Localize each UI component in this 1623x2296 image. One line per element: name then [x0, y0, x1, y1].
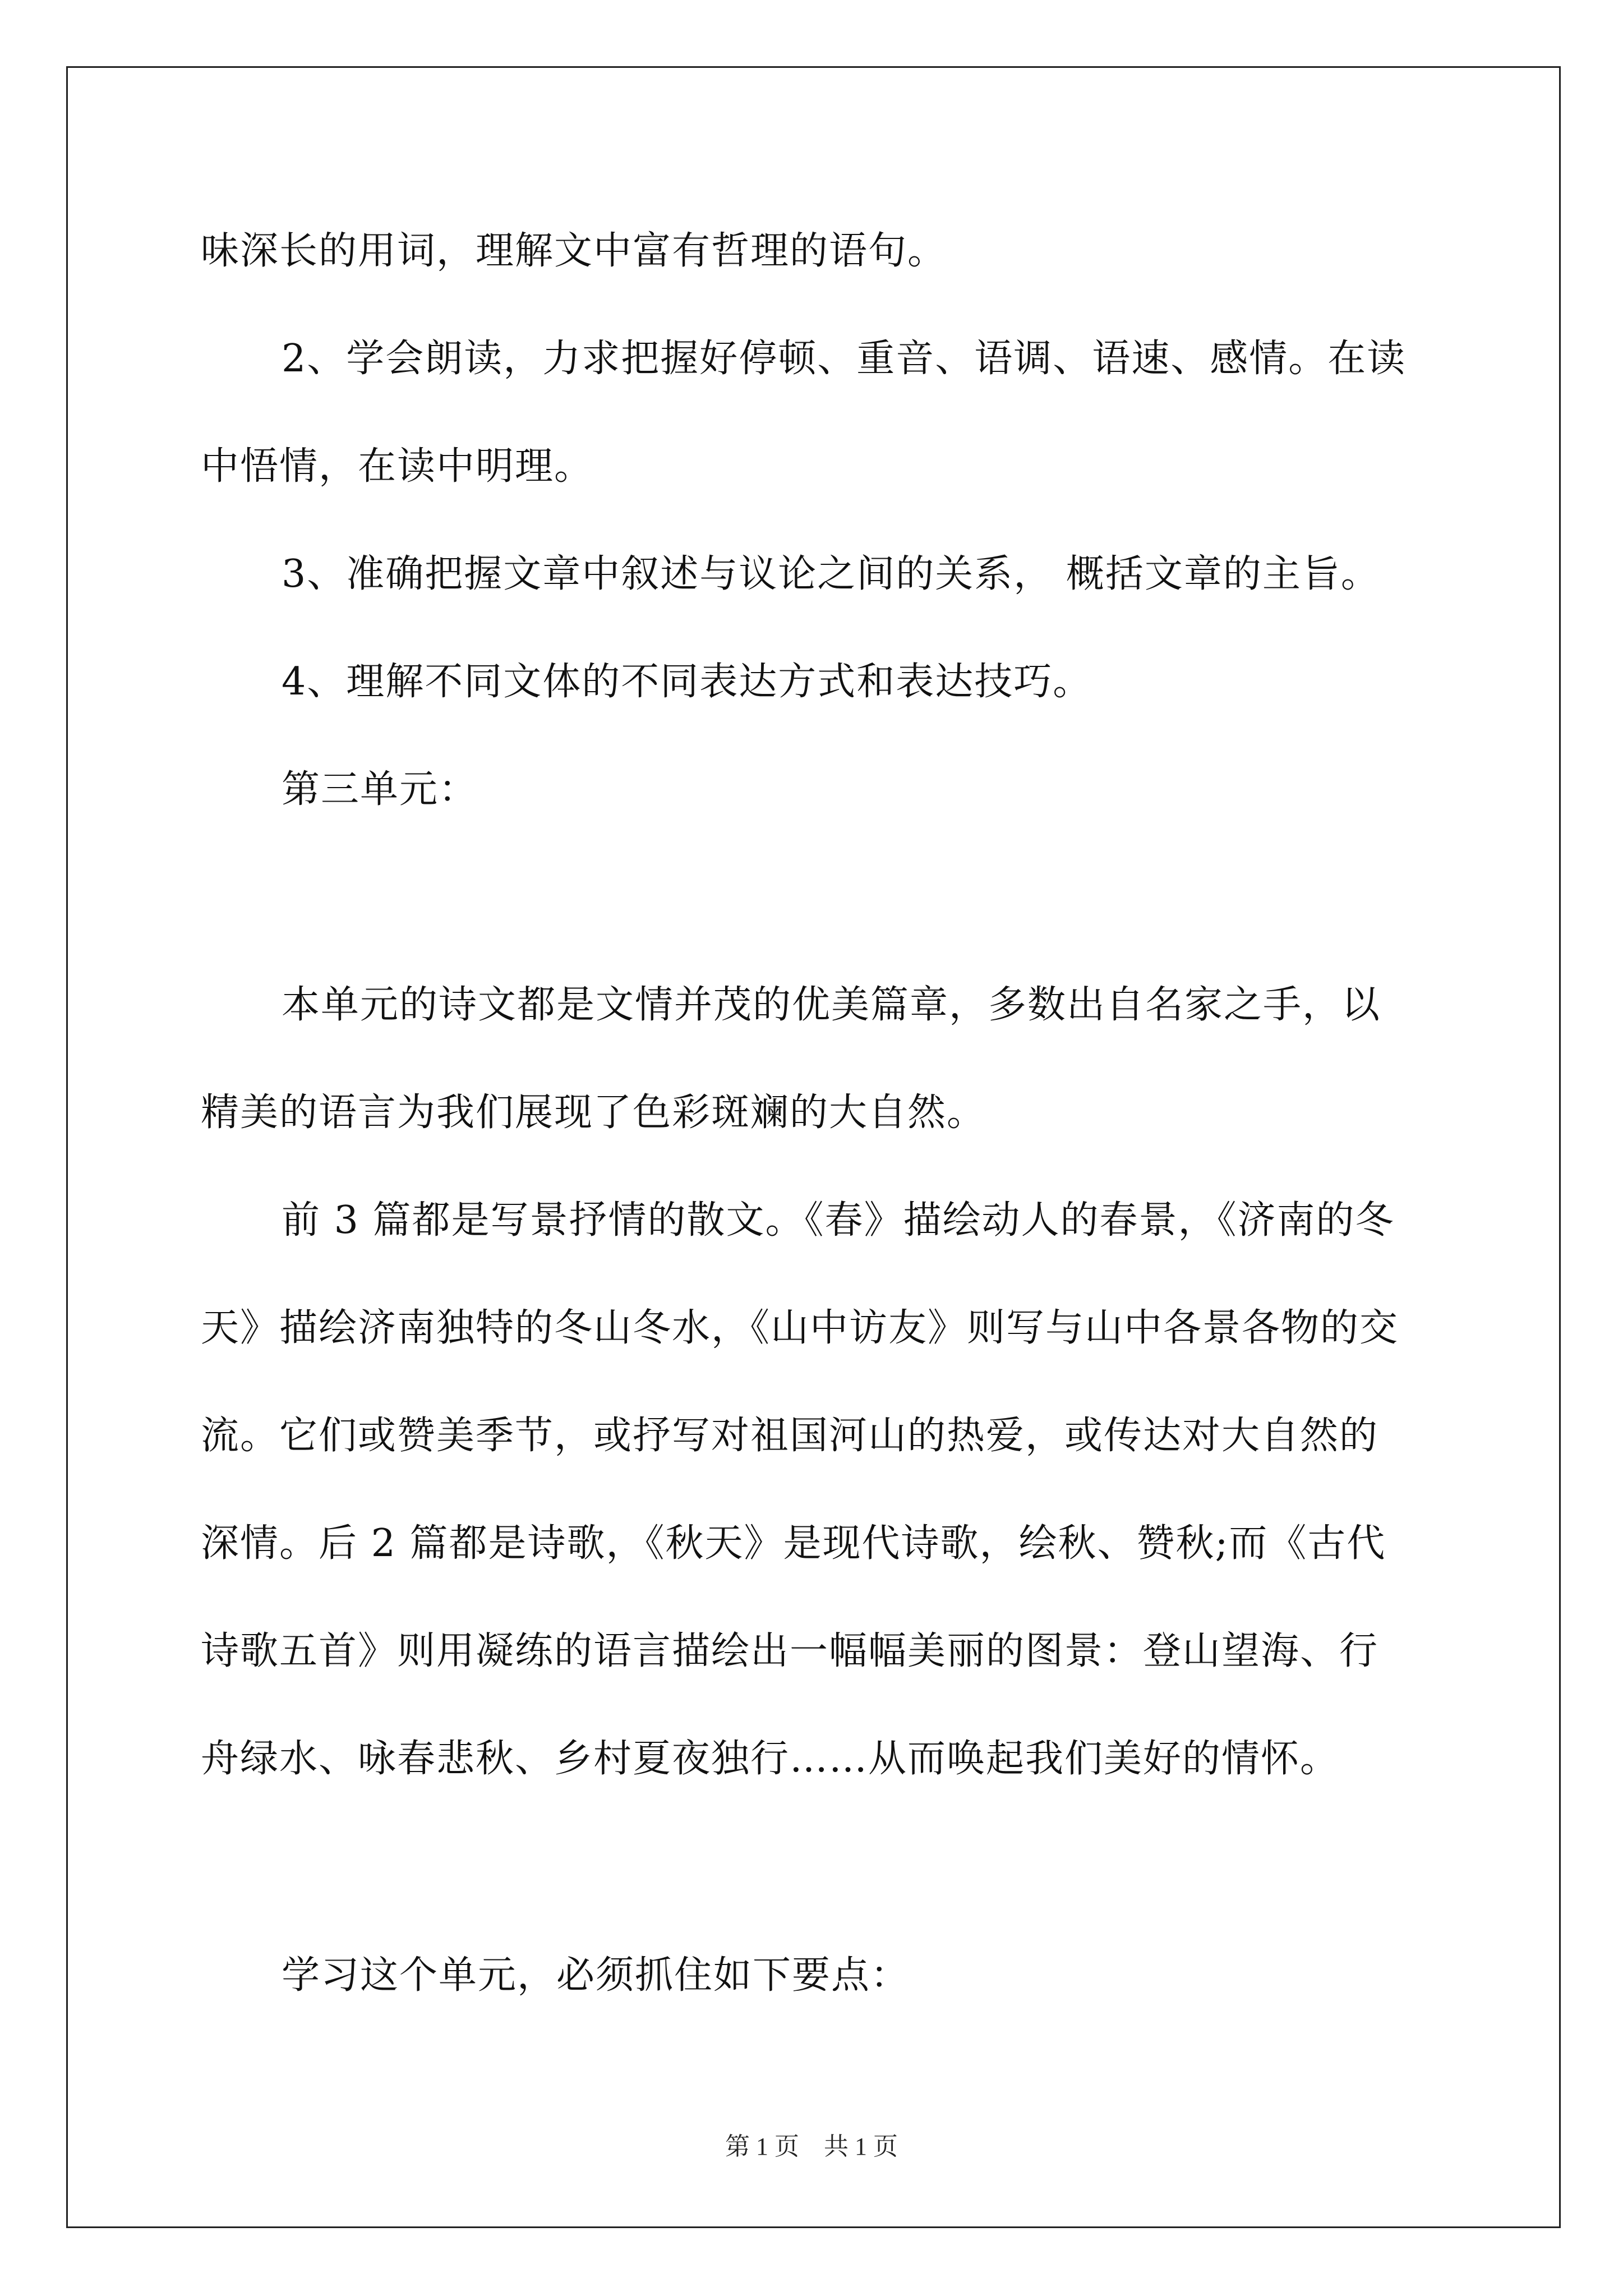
- text-line-11: 流。它们或赞美季节，或抒写对祖国河山的热爱，或传达对大自然的: [201, 1414, 1379, 1458]
- text-line-8: 精美的语言为我们展现了色彩斑斓的大自然。: [201, 1091, 986, 1135]
- text-line-2: 2、学会朗读，力求把握好停顿、重音、语调、语速、感情。在读: [282, 337, 1407, 381]
- page-border: [66, 66, 1561, 2228]
- text-line-7: 本单元的诗文都是文情并茂的优美篇章，多数出自名家之手，以: [282, 983, 1381, 1027]
- text-line-3: 中悟情，在读中明理。: [201, 444, 594, 489]
- section-heading: 第三单元：: [282, 767, 478, 812]
- text-line-10: 天》描绘济南独特的冬山冬水，《山中访友》则写与山中各景各物的交: [201, 1306, 1399, 1350]
- page-number-footer: 第 1 页 共 1 页: [725, 2133, 898, 2160]
- text-line-13: 诗歌五首》则用凝练的语言描绘出一幅幅美丽的图景：登山望海、行: [201, 1629, 1379, 1673]
- text-line-4: 3、准确把握文章中叙述与议论之间的关系， 概括文章的主旨。: [282, 552, 1380, 596]
- text-line-1: 味深长的用词，理解文中富有哲理的语句。: [201, 229, 947, 273]
- text-line-15: 学习这个单元，必须抓住如下要点：: [282, 1953, 910, 1998]
- text-line-5: 4、理解不同文体的不同表达方式和表达技巧。: [282, 660, 1092, 704]
- text-line-9: 前 3 篇都是写景抒情的散文。《春》描绘动人的春景，《济南的冬: [282, 1198, 1395, 1243]
- text-line-14: 舟绿水、咏春悲秋、乡村夏夜独行……从而唤起我们美好的情怀。: [201, 1737, 1340, 1781]
- text-line-12: 深情。后 2 篇都是诗歌，《秋天》是现代诗歌，绘秋、赞秋;而《古代: [201, 1521, 1386, 1566]
